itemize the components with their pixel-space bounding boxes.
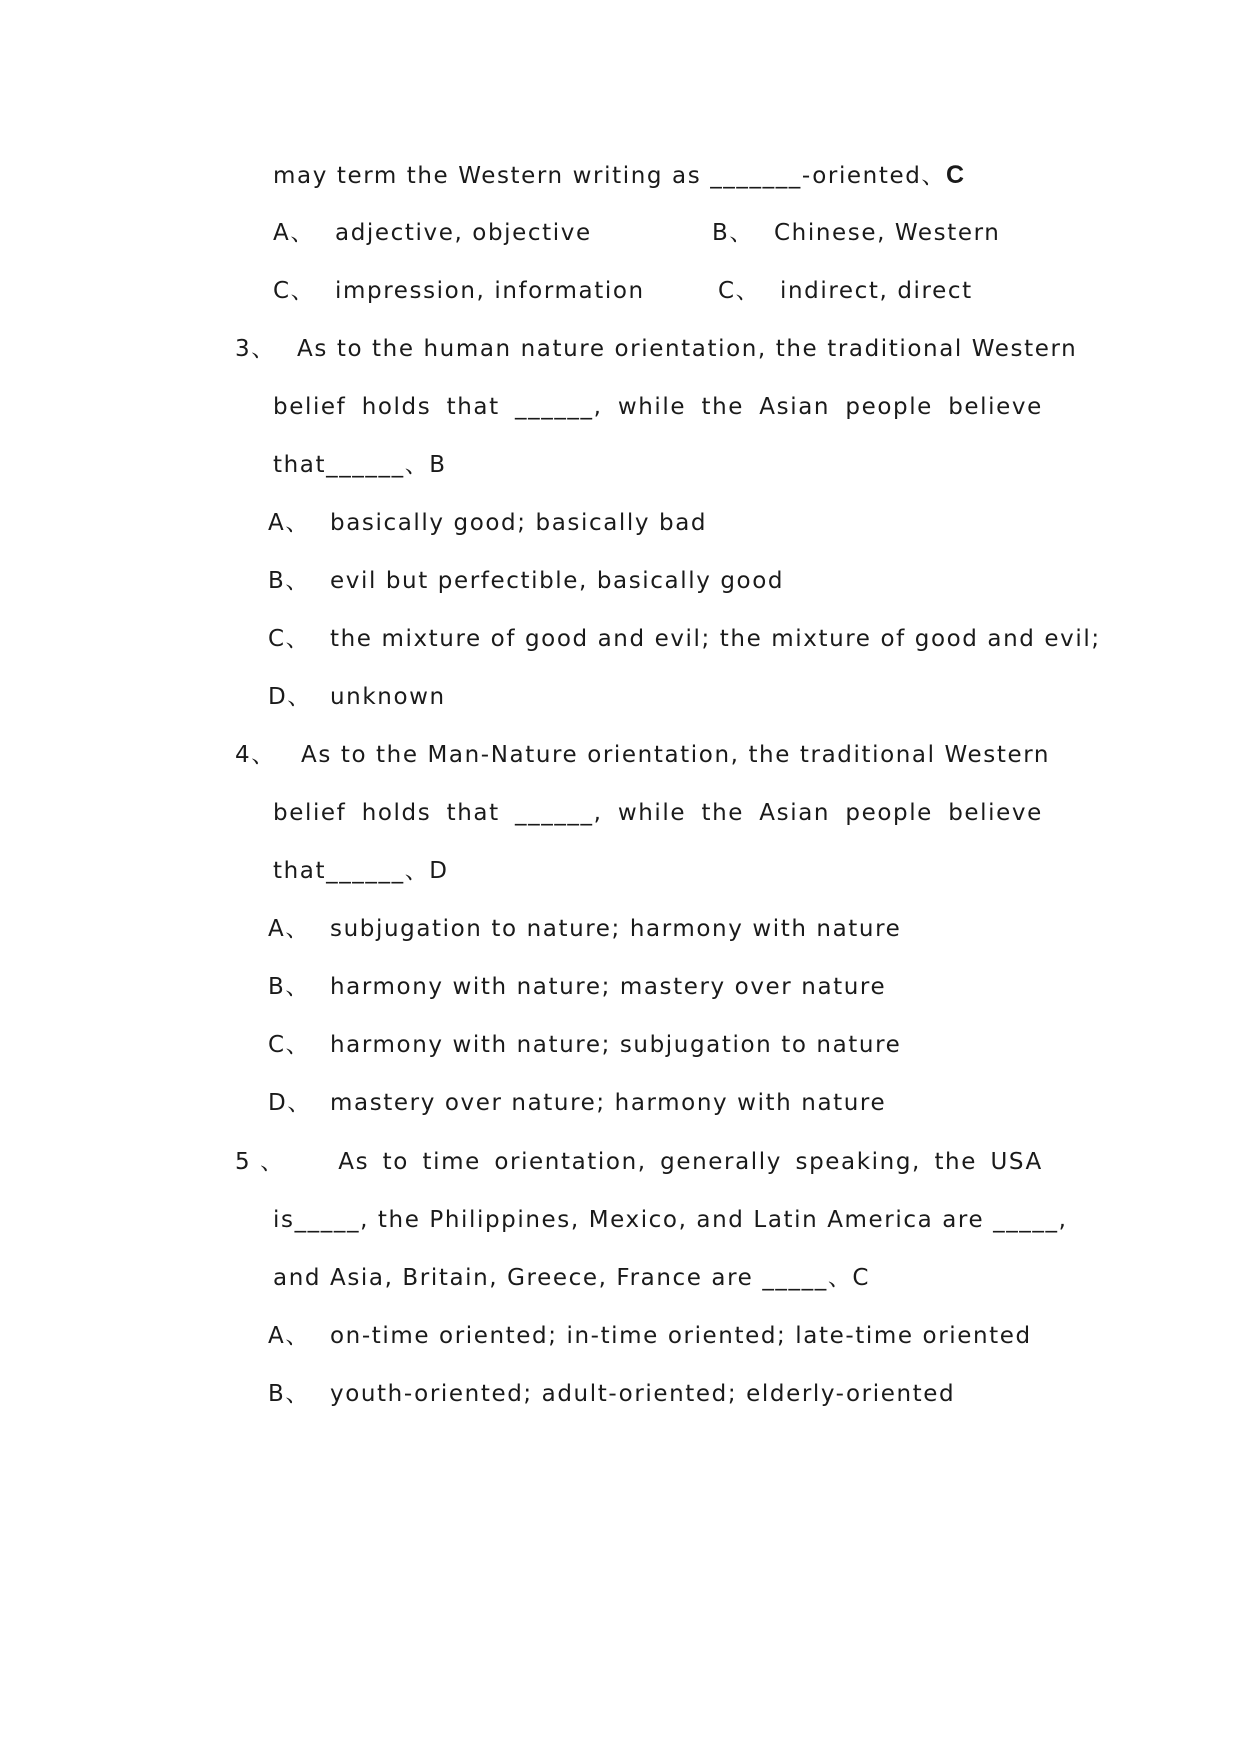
q5-line1: 5 、 As to time orientation, generally speaking, the USA bbox=[235, 1149, 1043, 1175]
q4-option-a: A、 subjugation to nature; harmony with nature bbox=[268, 916, 902, 942]
q3-line2: belief holds that ______, while the Asian people believe bbox=[273, 394, 1043, 420]
q5-option-b: B、 youth-oriented; adult-oriented; elderly-oriented bbox=[268, 1381, 956, 1407]
q5-line3: and Asia, Britain, Greece, France are _____、C bbox=[273, 1265, 871, 1291]
q4-line1: 4、 As to the Man-Nature orientation, the traditional Western bbox=[235, 742, 1051, 768]
q2-option-c: C、 impression, information bbox=[273, 278, 645, 304]
q5-line2: is_____, the Philippines, Mexico, and Latin America are _____, bbox=[273, 1207, 1068, 1233]
q3-option-b: B、 evil but perfectible, basically good bbox=[268, 568, 785, 594]
q3-option-a: A、 basically good; basically bad bbox=[268, 510, 708, 536]
q3-option-d: D、 unknown bbox=[268, 684, 446, 710]
q4-option-d: D、 mastery over nature; harmony with nature bbox=[268, 1090, 887, 1116]
q2-answer: C bbox=[946, 161, 965, 189]
q2-option-a: A、 adjective, objective bbox=[273, 220, 592, 246]
q4-option-c: C、 harmony with nature; subjugation to nature bbox=[268, 1032, 902, 1058]
q2-stem-tail: may term the Western writing as _______-oriented、C bbox=[273, 161, 965, 189]
q2-option-c2: C、 indirect, direct bbox=[718, 278, 973, 304]
q4-option-b: B、 harmony with nature; mastery over nature bbox=[268, 974, 887, 1000]
q5-option-a: A、 on-time oriented; in-time oriented; late-time oriented bbox=[268, 1323, 1032, 1349]
q4-line3: that______、D bbox=[273, 858, 449, 884]
q2-option-b: B、 Chinese, Western bbox=[712, 220, 1001, 246]
q3-option-c: C、 the mixture of good and evil; the mixture of good and evil; bbox=[268, 626, 1101, 652]
q3-number: 3、 bbox=[235, 336, 276, 362]
q4-line2: belief holds that ______, while the Asian people believe bbox=[273, 800, 1043, 826]
q3-line1: 3、 As to the human nature orientation, the traditional Western bbox=[235, 336, 1078, 362]
q3-line3: that______、B bbox=[273, 452, 447, 478]
q4-number: 4、 bbox=[235, 742, 276, 768]
q5-number: 5 、 bbox=[235, 1149, 285, 1175]
